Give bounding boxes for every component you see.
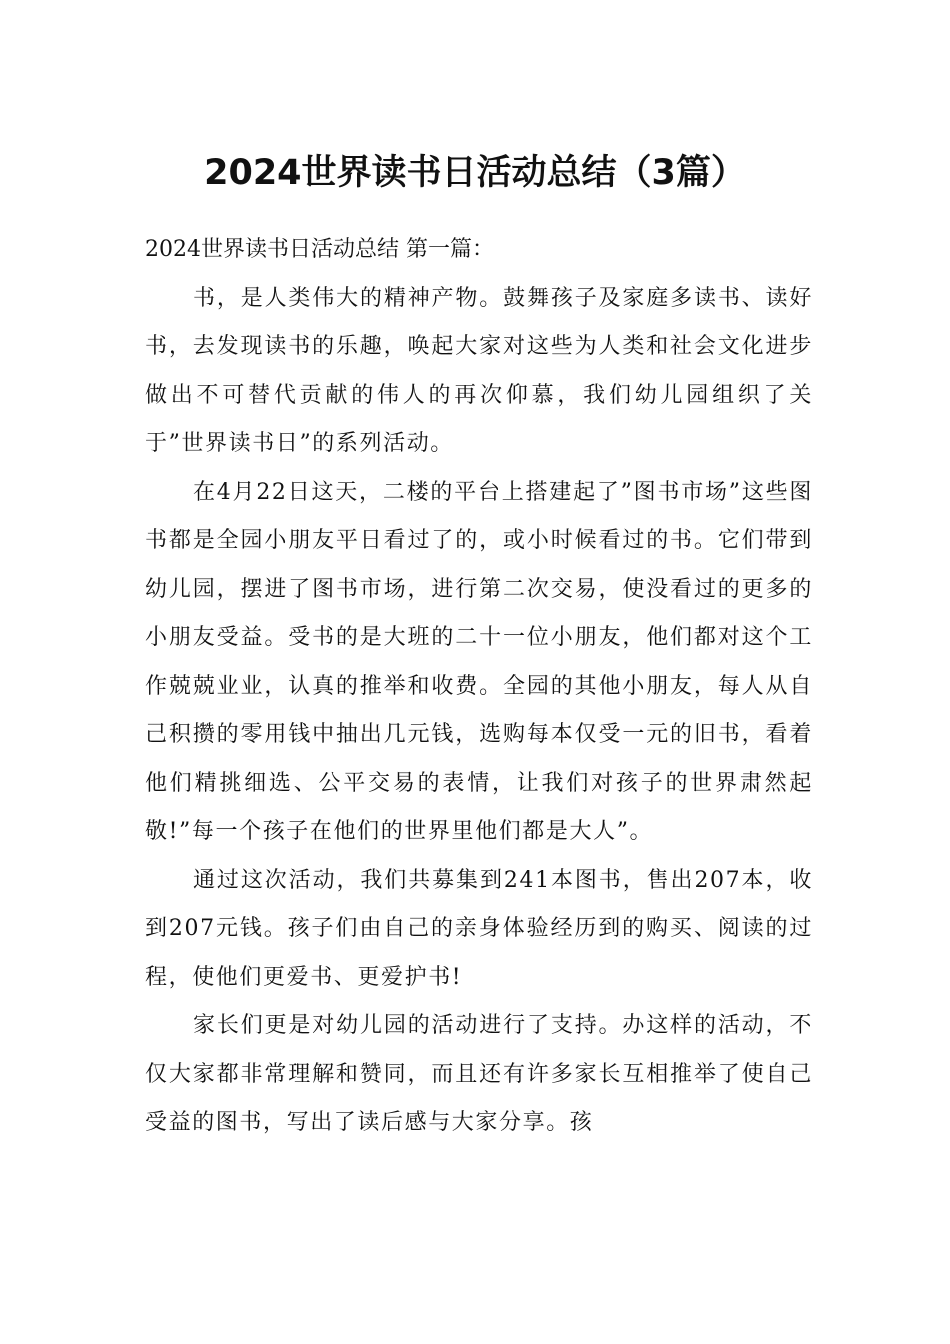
paragraph-4: 家长们更是对幼儿园的活动进行了支持。办这样的活动，不仅大家都非常理解和赞同，而且还有许多家长互相推举了使自己受益的图书，写出了读后感与大家分享。孩	[145, 1013, 813, 1135]
paragraph-3: 通过这次活动，我们共募集到241本图书，售出207本，收到207元钱。孩子们由自己的亲身体验经历到的购买、阅读的过程，使他们更爱书、更爱护书!	[145, 867, 813, 990]
paragraph-2: 在4月22日这天，二楼的平台上搭建起了”图书市场”这些图书都是全园小朋友平日看过了的，或小时候看过的书。它们带到幼儿园，摆进了图书市场，进行第二次交易，使没看过的更多的小朋友受益。受书的是大班的二十一位小朋友，他们都对这个工作兢兢业业，认真的推举和收费。全园的其他小朋友，每人从自己积攒的零用钱中抽出几元钱，选购每本仅受一元的旧书，看着他们精挑细选、公平交易的表情，让我们对孩子的世界肃然起敬!”每一个孩子在他们的世界里他们都是大人”。	[145, 479, 813, 844]
document-title: 2024世界读书日活动总结（3篇）	[204, 153, 746, 194]
paragraph-1: 书，是人类伟大的精神产物。鼓舞孩子及家庭多读书、读好书，去发现读书的乐趣，唤起大家对这些为人类和社会文化进步做出不可替代贡献的伟人的再次仰慕，我们幼儿园组织了关于”世界读书日”的系列活动。	[145, 285, 813, 456]
section-heading: 2024世界读书日活动总结 第一篇：	[145, 237, 494, 262]
document-body	[145, 226, 813, 1148]
